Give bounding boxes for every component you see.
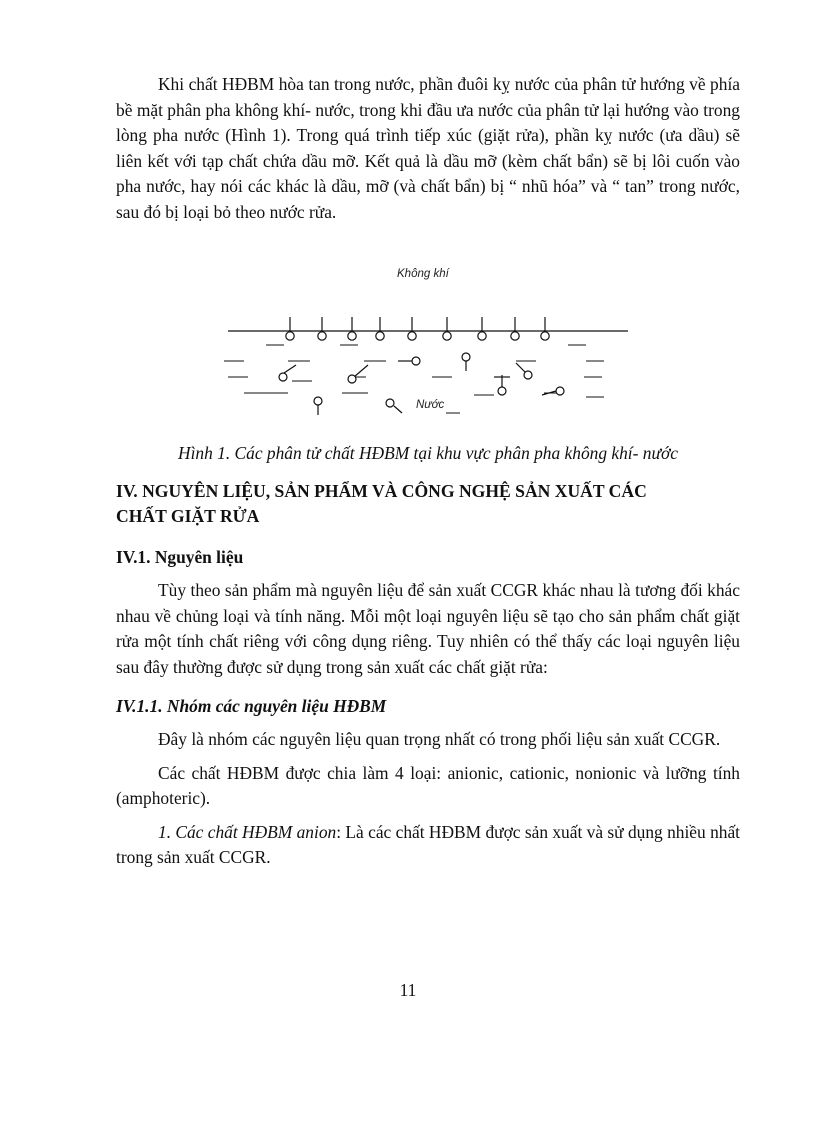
molecule-head — [498, 387, 506, 395]
molecule-head — [478, 332, 486, 340]
page-number: 11 — [399, 980, 417, 1000]
section-iv11-paragraph2: Các chất HĐBM được chia làm 4 loại: anionic, cationic, nonionic và lưỡng tính (amphoteric). — [116, 762, 740, 808]
section-iv1-heading: IV.1. Nguyên liệu — [116, 547, 244, 567]
section-iv1-paragraph: Tùy theo sản phẩm mà nguyên liệu để sản xuất CCGR khác nhau là tương đối khác nhau về chủng loại và tính năng. Mỗi một loại nguyên liệu sẽ tạo cho sản phẩm chất giặt rửa một tính chất riêng với công dụng riêng. Tuy nhiên có thể thấy các loại nguyên liệu sau đây thường được sử dụng trong sản xuất các chất giặt rửa: — [116, 580, 740, 677]
surface-molecules — [286, 317, 549, 340]
section-iv11-paragraph3 — [116, 820, 740, 871]
molecule-head — [376, 332, 384, 340]
figure-caption: Hình 1. Các phân tử chất HĐBM tại khu vực phân pha không khí- nước — [178, 443, 678, 463]
molecule-head — [318, 332, 326, 340]
molecule-head — [412, 357, 420, 365]
molecule-head — [408, 332, 416, 340]
page-body — [116, 72, 740, 871]
molecule-head — [279, 373, 287, 381]
molecule-head — [386, 399, 394, 407]
molecule-head — [511, 332, 519, 340]
section-iv-heading — [116, 479, 740, 529]
section-iv-heading-line2: CHẤT GIẶT RỬA — [116, 506, 260, 526]
anion-description: : Là các chất HĐBM được sản xuất và sử dụng nhiều nhất trong sản xuất CCGR. — [116, 821, 741, 867]
air-label: Không khí — [397, 268, 449, 280]
water-label: Nước — [416, 399, 445, 411]
figure-1 — [116, 265, 740, 435]
molecule-head — [462, 353, 470, 361]
molecule-head — [348, 332, 356, 340]
section-iv11-paragraph1: Đây là nhóm các nguyên liệu quan trọng nhất có trong phối liệu sản xuất CCGR. — [158, 729, 721, 749]
molecule-head — [314, 397, 322, 405]
molecule-head — [556, 387, 564, 395]
molecule-head — [541, 332, 549, 340]
molecule-head — [443, 332, 451, 340]
anion-term: 1. Các chất HĐBM anion — [158, 821, 337, 842]
intro-paragraph: Khi chất HĐBM hòa tan trong nước, phần đuôi kỵ nước của phân tử hướng về phía bề mặt phân pha không khí- nước, trong khi đầu ưa nước của phân tử lại hướng vào trong lòng pha nước (Hình 1). Trong quá trình tiếp xúc (giặt rửa), phần kỵ nước (ưa dầu) sẽ liên kết với tạp chất chứa dầu mỡ. Kết quả là dầu mỡ (kèm chất bẩn) sẽ bị lôi cuốn vào pha nước, hay nói các khác là dầu, mỡ (và chất bẩn) bị “ nhũ hóa” và “ tan” trong nước, sau đó bị loại bỏ theo nước rửa. — [116, 74, 740, 222]
molecule-head — [348, 375, 356, 383]
surfactant-diagram — [116, 265, 740, 435]
molecule-head — [286, 332, 294, 340]
molecule-head — [524, 371, 532, 379]
section-iv-heading-line1: IV. NGUYÊN LIỆU, SẢN PHẨM VÀ CÔNG NGHỆ SẢN XUẤT CÁC — [116, 481, 647, 501]
section-iv11-heading: IV.1.1. Nhóm các nguyên liệu HĐBM — [116, 696, 387, 716]
